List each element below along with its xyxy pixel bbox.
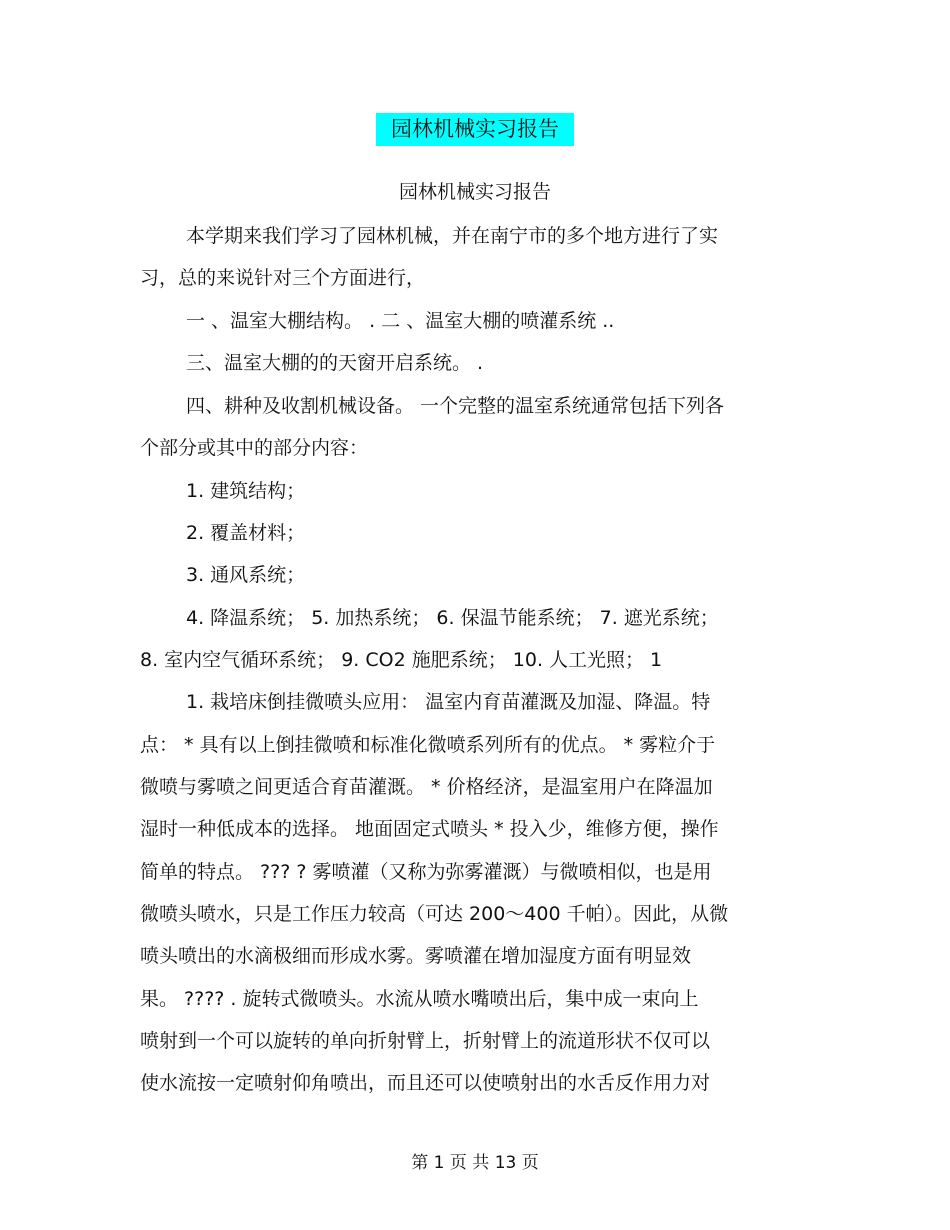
paragraph-line: 四、耕种及收割机械设备。 一个完整的温室系统通常包括下列各 — [186, 395, 725, 417]
document-title: 园林机械实习报告 — [376, 113, 574, 146]
paragraph-line: 习，总的来说针对三个方面进行， — [140, 267, 426, 289]
paragraph-line: 8. 室内空气循环系统； 9. CO2 施肥系统； 10. 人工光照； 1 — [140, 649, 663, 671]
paragraph-line: 一 、温室大棚结构。 . 二 、温室大棚的喷灌系统 .. — [186, 310, 615, 332]
paragraph-line: 微喷与雾喷之间更适合育苗灌溉。 * 价格经济，是温室用户在降温加 — [140, 776, 713, 798]
document-subtitle: 园林机械实习报告 — [398, 181, 551, 203]
paragraph-line: 湿时一种低成本的选择。 地面固定式喷头 * 投入少，维修方便，操作 — [140, 818, 719, 840]
paragraph-line: 个部分或其中的部分内容： — [140, 437, 369, 459]
paragraph-line: 简单的特点。 ??? ? 雾喷灌（又称为弥雾灌溉）与微喷相似，也是用 — [140, 861, 712, 883]
paragraph-line: 喷头喷出的水滴极细而形成水雾。雾喷灌在增加湿度方面有明显效 — [140, 945, 692, 967]
page-number-footer: 第 1 页 共 13 页 — [411, 1153, 539, 1173]
paragraph-line: 三、温室大棚的的天窗开启系统。 . — [186, 352, 484, 374]
paragraph-line: 点： * 具有以上倒挂微喷和标准化微喷系列所有的优点。 * 雾粒介于 — [140, 734, 716, 756]
title-container — [0, 113, 950, 146]
paragraph-line: 本学期来我们学习了园林机械，并在南宁市的多个地方进行了实 — [186, 225, 719, 247]
paragraph-line: 果。 ???? . 旋转式微喷头。水流从喷水嘴喷出后，集中成一束向上 — [140, 988, 699, 1010]
paragraph-line: 使水流按一定喷射仰角喷出，而且还可以使喷射出的水舌反作用力对 — [140, 1072, 711, 1094]
list-item: 4. 降温系统； 5. 加热系统； 6. 保温节能系统； 7. 遮光系统； — [186, 607, 719, 629]
paragraph-line: 1. 栽培床倒挂微喷头应用： 温室内育苗灌溉及加湿、降温。特 — [186, 691, 711, 713]
list-item: 3. 通风系统； — [186, 564, 306, 586]
paragraph-line: 微喷头喷水，只是工作压力较高（可达 200～400 千帕）。因此，从微 — [140, 903, 729, 925]
list-item: 2. 覆盖材料； — [186, 522, 306, 544]
paragraph-line: 喷射到一个可以旋转的单向折射臂上，折射臂上的流道形状不仅可以 — [140, 1030, 711, 1052]
list-item: 1. 建筑结构； — [186, 480, 306, 502]
